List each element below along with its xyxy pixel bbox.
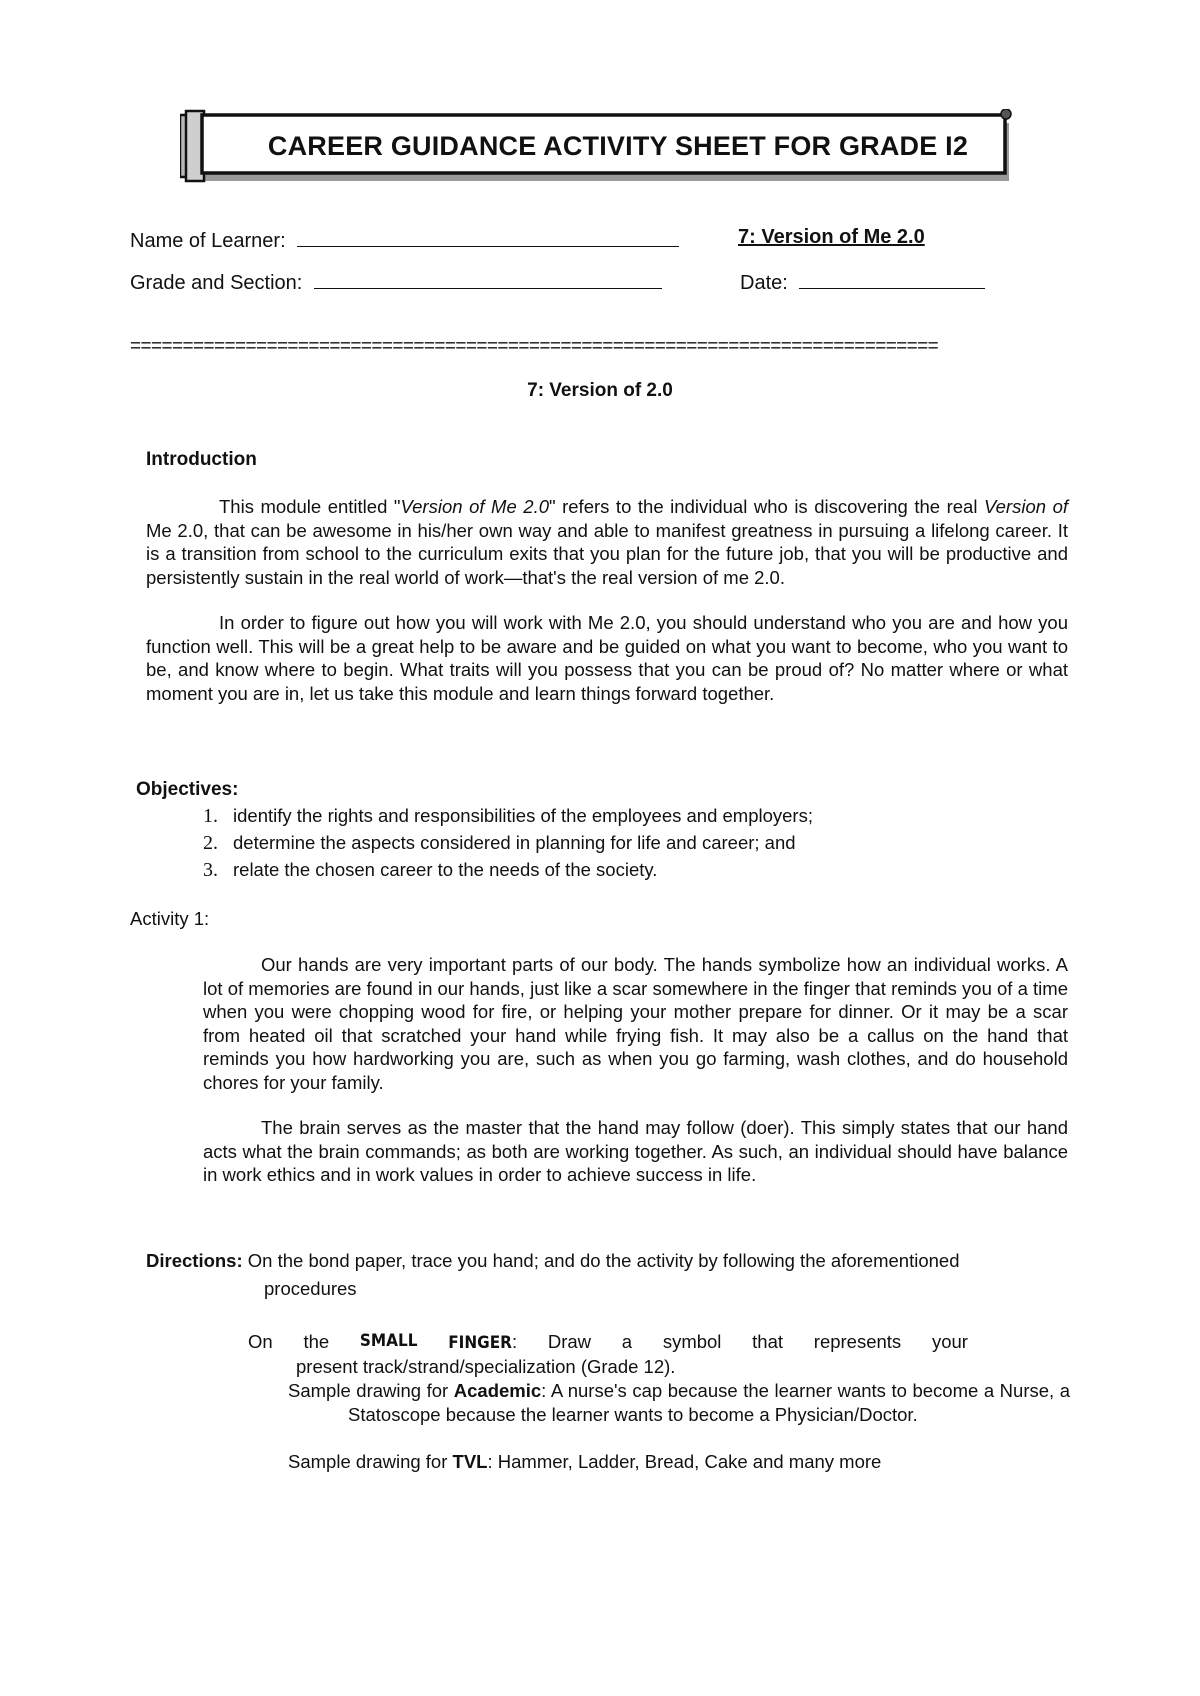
sample-academic: Sample drawing for Academic: A nurse's cap because the learner wants to become a Nurse, a Statoscope because the learner wants to become a Physician/Doctor. (288, 1380, 1070, 1425)
introduction-body (146, 495, 1068, 705)
section-title: 7: Version of 2.0 (527, 380, 673, 401)
activity-body (203, 953, 1068, 1187)
date-field-row (740, 268, 985, 295)
directions: Directions: On the bond paper, trace you hand; and do the activity by following the aforementioned procedures (146, 1250, 960, 1299)
objective-item: 2. determine the aspects considered in planning for life and career; and (203, 832, 796, 854)
small-finger-line: On the SMALL FINGER: Draw a symbol that represents your (248, 1331, 968, 1353)
activity-label: Activity 1: (130, 908, 210, 929)
title-banner (190, 117, 1014, 175)
name-input-line[interactable] (297, 226, 679, 247)
separator-line: ============================================================================= (130, 336, 939, 357)
date-label: Date: (740, 272, 788, 294)
objectives-list (203, 805, 813, 886)
intro-paragraph-2: In order to figure out how you will work with Me 2.0, you should understand who you are and how you function well. This will be a great help to be aware and be guided on what you want to become, who you want to be, and know where to begin. What traits will you possess that you can be proud of? No matter where or what moment you are in, let us take this module and learn things forward together. (146, 612, 1068, 704)
date-input-line[interactable] (799, 268, 985, 289)
intro-paragraph-1: This module entitled "Version of Me 2.0" refers to the individual who is discovering the real Version of Me 2.0, that can be awesome in his/her own way and able to manifest greatness in pursuing a lifelong career. It is a transition from school to the curriculum exits that you plan for the future job, that you will be productive and persistently sustain in the real world of work—that's the real version of me 2.0. (146, 496, 1068, 588)
small-finger-line-2: present track/strand/specialization (Grade 12). (296, 1356, 676, 1377)
objective-item: 3. relate the chosen career to the needs of the society. (203, 859, 658, 881)
page-title: CAREER GUIDANCE ACTIVITY SHEET FOR GRADE I2 (267, 131, 969, 161)
objectives-heading: Objectives: (136, 779, 239, 800)
grade-input-line[interactable] (314, 268, 662, 289)
activity-paragraph-2: The brain serves as the master that the hand may follow (doer). This simply states that our hand acts what the brain commands; as both are working together. As such, an individual should have balance in work ethics and in work values in order to achieve success in life. (203, 1117, 1068, 1185)
name-label: Name of Learner: (130, 230, 286, 252)
activity-paragraph-1: Our hands are very important parts of our body. The hands symbolize how an individual works. A lot of memories are found in our hands, just like a scar somewhere in the finger that reminds you of a time when you were chopping wood for fire, or helping your mother prepare for dinner. Or it may be a scar from heated oil that scratched your hand while frying fish. It may also be a callus on the hand that reminds you how hardworking you are, such as when you go farming, wash clothes, and do household chores for your family. (203, 954, 1068, 1093)
name-field-row (130, 226, 679, 253)
grade-field-row (130, 268, 662, 295)
objective-item: 1. identify the rights and responsibilities of the employees and employers; (203, 805, 813, 827)
sample-tvl: Sample drawing for TVL: Hammer, Ladder, Bread, Cake and many more (288, 1451, 882, 1472)
directions-label: Directions: (146, 1250, 243, 1271)
grade-label: Grade and Section: (130, 272, 303, 294)
introduction-heading: Introduction (146, 449, 257, 470)
module-label: 7: Version of Me 2.0 (738, 226, 925, 248)
